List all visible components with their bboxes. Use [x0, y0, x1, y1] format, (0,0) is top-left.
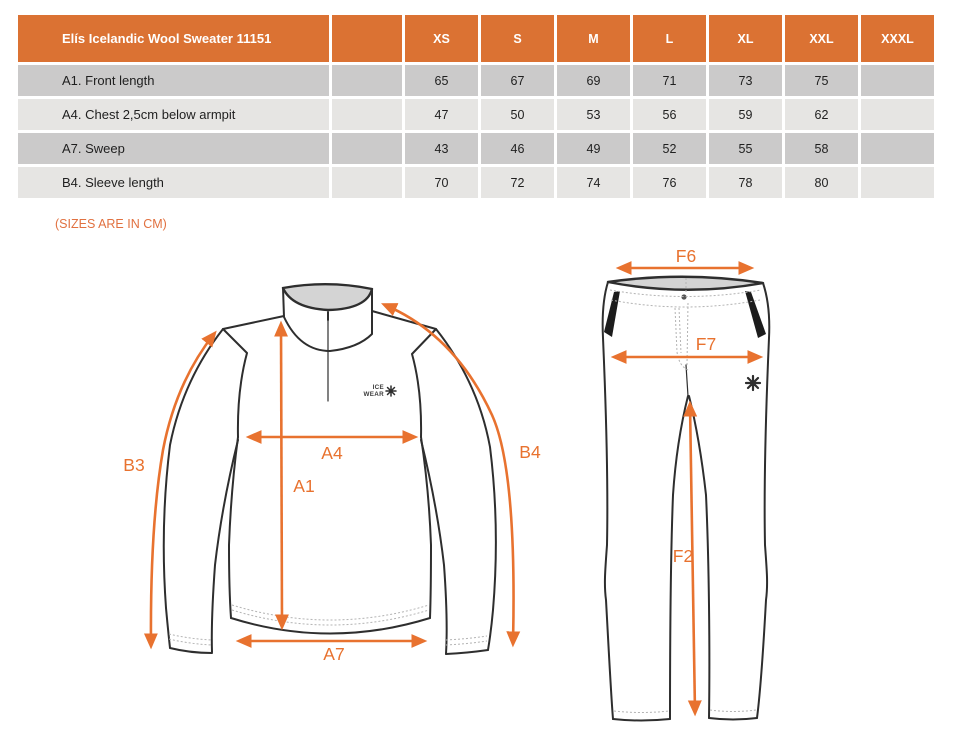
pocket-right — [745, 291, 766, 338]
size-header-xxxl: XXXL — [861, 15, 934, 62]
sizes-note: (SIZES ARE IN CM) — [55, 217, 167, 231]
value-cell: 50 — [481, 99, 554, 130]
label-a1: A1 — [293, 476, 315, 496]
value-cell: 76 — [633, 167, 706, 198]
value-cell: 72 — [481, 167, 554, 198]
row-label: A7. Sweep — [18, 133, 329, 164]
value-cell: 70 — [405, 167, 478, 198]
label-f2: F2 — [672, 546, 694, 566]
pants-stitching — [610, 278, 761, 713]
pocket-left — [604, 291, 620, 337]
label-f6: F6 — [675, 246, 697, 266]
sweater-diagram — [123, 284, 541, 664]
arrow-b3 — [151, 334, 214, 645]
pants-outline — [603, 277, 770, 721]
value-cell: 75 — [785, 65, 858, 96]
size-header-l: L — [633, 15, 706, 62]
row-label: A4. Chest 2,5cm below armpit — [18, 99, 329, 130]
value-cell: 80 — [785, 167, 858, 198]
collar-inside — [283, 284, 372, 310]
value-cell: 53 — [557, 99, 630, 130]
value-cell: 62 — [785, 99, 858, 130]
size-header-s: S — [481, 15, 554, 62]
value-cell: 56 — [633, 99, 706, 130]
arrow-a1 — [281, 325, 282, 626]
sweater-stitching — [169, 605, 487, 645]
logo-line2: WEAR — [363, 391, 384, 398]
value-cell: 73 — [709, 65, 782, 96]
value-cell: 69 — [557, 65, 630, 96]
snowflake-icon — [386, 386, 396, 396]
value-cell: 59 — [709, 99, 782, 130]
value-cell: 74 — [557, 167, 630, 198]
pants-measure-arrows — [615, 268, 759, 712]
label-a7: A7 — [323, 644, 345, 664]
value-cell: 46 — [481, 133, 554, 164]
value-cell: 67 — [481, 65, 554, 96]
waist-button — [681, 294, 686, 299]
value-cell: 47 — [405, 99, 478, 130]
label-b3: B3 — [123, 455, 145, 475]
value-cell: 65 — [405, 65, 478, 96]
table-title: Elís Icelandic Wool Sweater 11151 — [18, 15, 329, 62]
size-header-xl: XL — [709, 15, 782, 62]
value-cell: 78 — [709, 167, 782, 198]
row-label: A1. Front length — [18, 65, 329, 96]
icewear-logo — [364, 384, 396, 398]
snowflake-icon — [746, 376, 760, 390]
size-header-m: M — [557, 15, 630, 62]
logo-line1: ICE — [372, 384, 384, 391]
label-b4: B4 — [519, 442, 541, 462]
value-cell: 55 — [709, 133, 782, 164]
sweater-outline — [164, 284, 496, 654]
pants-diagram — [603, 246, 770, 721]
size-header-xxl: XXL — [785, 15, 858, 62]
label-a4: A4 — [321, 443, 343, 463]
size-header-xs: XS — [405, 15, 478, 62]
value-cell: 58 — [785, 133, 858, 164]
value-cell: 43 — [405, 133, 478, 164]
row-label: B4. Sleeve length — [18, 167, 329, 198]
label-f7: F7 — [695, 334, 717, 354]
value-cell: 49 — [557, 133, 630, 164]
value-cell: 52 — [633, 133, 706, 164]
value-cell: 71 — [633, 65, 706, 96]
